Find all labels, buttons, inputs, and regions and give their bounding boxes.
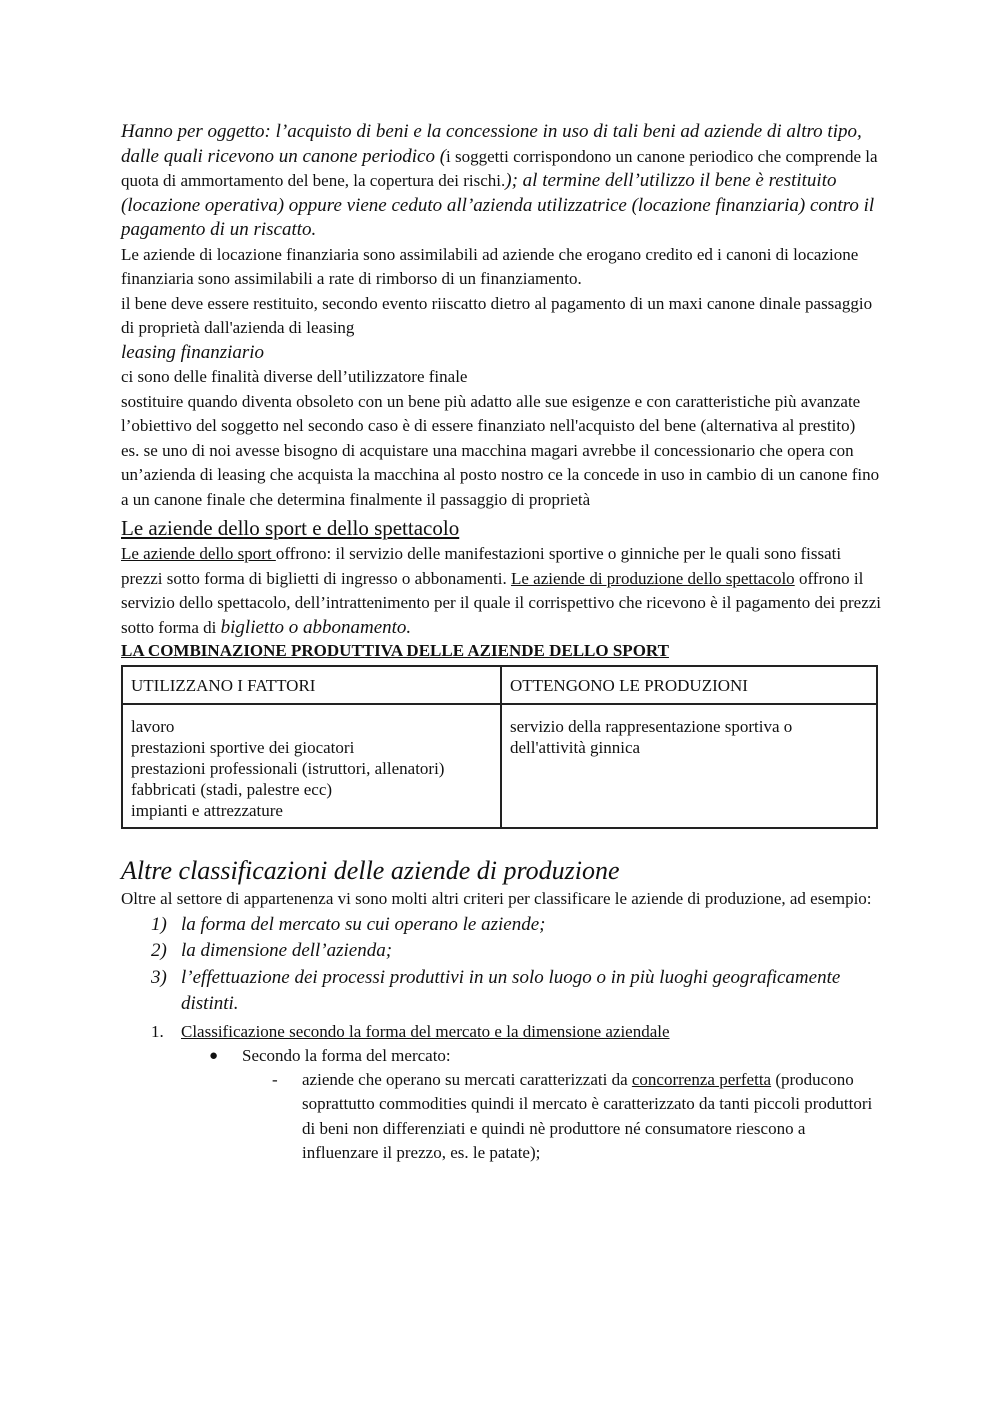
- biglietto-italic: biglietto o abbonamento.: [220, 616, 412, 638]
- list-item: [121, 938, 881, 965]
- spettacolo-link[interactable]: Le aziende di produzione dello spettacolo: [510, 568, 795, 588]
- fattore-item: prestazioni professionali (istruttori, allenatori): [131, 759, 445, 778]
- fattore-item: impianti e attrezzature: [131, 801, 283, 820]
- header-produzioni: OTTENGONO LE PRODUZIONI: [501, 666, 877, 704]
- section-title: Classificazione secondo la forma del mercato e la dimensione aziendale: [181, 1021, 670, 1041]
- table-title: LA COMBINAZIONE PRODUTTIVA DELLE AZIENDE DELLO SPORT: [121, 641, 669, 660]
- produzione-item: servizio della rappresentazione sportiva o: [510, 717, 793, 736]
- section-1: [121, 1020, 881, 1044]
- produzione-item: dell'attività ginnica: [510, 738, 641, 757]
- table-header-row: [122, 666, 877, 704]
- bene-paragraph: il bene deve essere restituito, secondo evento riiscatto dietro al pagamento di un maxi canone dinale passaggio di proprietà dall'azienda di leasing: [121, 293, 873, 337]
- dash-text-pre: aziende che operano su mercati caratterizzati da: [302, 1069, 632, 1089]
- intro-italic-start: Hanno per oggetto: l’acquisto di beni e la concessione in uso di tali beni ad aziende di altro tipo, dalle quali ricevono un canone periodico (: [121, 121, 862, 167]
- list-item: [121, 965, 881, 1018]
- finalita-paragraph: ci sono delle finalità diverse dell’utilizzatore finale: [121, 367, 468, 386]
- concorrenza-link[interactable]: concorrenza perfetta: [631, 1069, 772, 1089]
- list-number: 3): [151, 966, 167, 988]
- spettacolo-text: offrono il servizio dello spettacolo, dell’intrattenimento per il quale il corrispettivo che ricevono è il pagamento dei prezzi sotto forma di: [121, 568, 882, 637]
- intro-note: i soggetti corrispondono un canone periodico che comprende la quota di ammortamento del bene, la copertura dei rischi.: [121, 146, 878, 190]
- document-page: [121, 120, 881, 1166]
- fattore-item: lavoro: [131, 717, 175, 736]
- sport-text: offrono: il servizio delle manifestazioni sportive o ginniche per le quali sono fissati prezzi sotto forma di biglietti di ingresso o abbonamenti.: [121, 544, 842, 588]
- leasing-subtitle: leasing finanziario: [121, 341, 265, 363]
- dash-item: [121, 1068, 881, 1166]
- list-number: 2): [151, 940, 167, 961]
- header-fattori: UTILIZZANO I FATTORI: [122, 666, 501, 704]
- fattore-item: fabbricati (stadi, palestre ecc): [131, 780, 333, 799]
- list-text: la forma del mercato su cui operano le aziende;: [181, 913, 546, 935]
- section-number: 1.: [151, 1021, 164, 1041]
- bullet-text: Secondo la forma del mercato:: [242, 1045, 451, 1065]
- list-text: la dimensione dell’azienda;: [181, 940, 393, 961]
- cell-produzioni: [501, 704, 877, 828]
- table-row: [122, 704, 877, 828]
- locazione-paragraph: Le aziende di locazione finanziaria sono assimilabili ad aziende che erogano credito ed i canoni di locazione finanziaria sono assimilabili a rate di rimborso di un finanziamento.: [121, 244, 859, 288]
- cell-fattori: [122, 704, 501, 828]
- altre-intro: Oltre al settore di appartenenza vi sono molti altri criteri per classificare le aziende di produzione, ad esempio:: [121, 889, 872, 908]
- intro-paragraph: [121, 120, 881, 243]
- sport-heading: Le aziende dello sport e dello spettacolo: [121, 516, 460, 540]
- intro-italic-end: ); al termine dell’utilizzo il bene è restituito (locazione operativa) oppure viene ceduto all’azienda utilizzatrice (locazione finanziaria) contro il pagamento di un riscatto.: [121, 170, 875, 240]
- list-item: [121, 912, 881, 939]
- sostituire-paragraph: sostituire quando diventa obsoleto con un bene più adatto alle sue esigenze e con caratteristiche più avanzate: [121, 391, 861, 411]
- example-paragraph: es. se uno di noi avesse bisogno di acquistare una macchina magari avrebbe il concessionario che opera con un’azienda di leasing che acquista la macchina al posto nostro ce la concede in uso in cambio di un canone fino a un canone finale che determina finalmente il passaggio di proprietà: [121, 440, 880, 509]
- combinazione-table: [121, 665, 878, 829]
- list-text: l’effettuazione dei processi produttivi in un solo luogo o in più luoghi geograficamente distinti.: [181, 966, 841, 1014]
- altre-heading: Altre classificazioni delle aziende di produzione: [121, 856, 620, 885]
- criteri-list: [121, 912, 881, 1018]
- bullet-item: [121, 1044, 881, 1068]
- dash-icon: -: [272, 1069, 278, 1089]
- dash-text-post: (producono soprattutto commodities quindi il mercato è caratterizzato da tanti piccoli produttori di beni non differenziati e quindi nè produttore né consumatore riescono a influenzare il prezzo, es. le patate);: [302, 1069, 873, 1162]
- bullet-icon: ●: [209, 1047, 219, 1064]
- sport-link[interactable]: Le aziende dello sport: [121, 544, 276, 563]
- obiettivo-paragraph: l’obiettivo del soggetto nel secondo caso è di essere finanziato nell'acquisto del bene (alternativa al prestito): [121, 416, 856, 435]
- fattore-item: prestazioni sportive dei giocatori: [131, 738, 355, 757]
- sport-paragraph: [121, 542, 881, 640]
- list-number: 1): [151, 913, 167, 935]
